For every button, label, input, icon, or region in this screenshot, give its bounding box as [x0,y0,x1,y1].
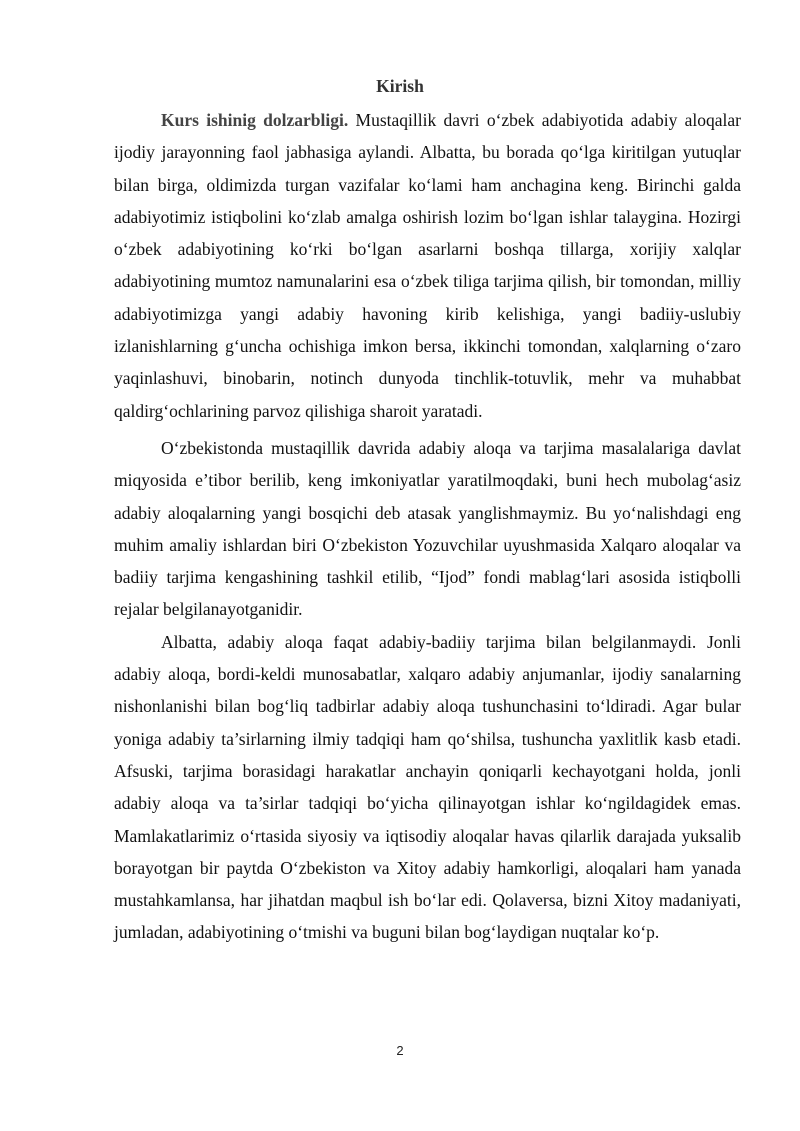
page-number: 2 [396,1043,404,1058]
paragraph-lead: Kurs ishinig dolzarbligi. [161,110,349,130]
paragraph-2: O‘zbekistonda mustaqillik davrida adabiy aloqa va tarjima masalalariga davlat miqyosida e’tibor berilib, keng imkoniyatlar yaratilmoqdaki, buni hech mubolag‘asiz adabiy aloqalarning yangi bosqichi deb atasak yanglishmaymiz. Bu yo‘nalishdagi eng muhim amaliy ishlardan biri O‘zbekiston Yozuvchilar uyushmasida Xalqaro aloqalar va badiiy tarjima kengashining tashkil etilib, “Ijod” fondi mablag‘lari asosida istiqbolli rejalar belgilanayotganidir. [114,437,741,620]
section-title: Kirish [376,76,424,96]
paragraph-1-text: Mustaqillik davri o‘zbek adabiyotida adabiy aloqalar ijodiy jarayonning faol jabhasiga aylandi. Albatta, bu borada qo‘lga kiritilgan yutuqlar bilan birga, oldimizda turgan vazifalar ko‘lami ham anchagina keng. Birinchi galda adabiyotimiz istiqbolini ko‘zlab amalga oshirish lozim bo‘lgan ishlar talaygina. Hozirgi o‘zbek adabiyotining ko‘rki bo‘lgan asarlarni boshqa tillarga, xorijiy xalqlar adabiyotining mumtoz namunalarini esa o‘zbek tiliga tarjima qilish, bir tomondan, milliy adabiyotimizga yangi adabiy havoning kirib kelishiga, yangi badiiy-uslubiy izlanishlarning g‘uncha ochishiga imkon bersa, ikkinchi tomondan, xalqlarning o‘zaro yaqinlashuvi, binobarin, notinch dunyoda tinchlik-totuvlik, mehr va muhabbat qaldirg‘ochlarining parvoz qilishiga sharoit yaratadi. [114,110,742,421]
body-text [114,104,741,949]
paragraph-3: Albatta, adabiy aloqa faqat adabiy-badiiy tarjima bilan belgilanmaydi. Jonli adabiy aloqa, bordi-keldi munosabatlar, xalqaro adabiy anjumanlar, ijodiy sanalarning nishonlanishi bilan bog‘liq tadbirlar adabiy aloqa tushunchasini to‘ldiradi. Agar bular yoniga adabiy ta’sirlarning ilmiy tadqiqi ham qo‘shilsa, tushuncha yaxlitlik kasb etadi. Afsuski, tarjima borasidagi harakatlar anchayin qoniqarli kechayotgani holda, jonli adabiy aloqa va ta’sirlar tadqiqi bo‘yicha qilinayotgan ishlar ko‘ngildagidek emas. Mamlakatlarimiz o‘rtasida siyosiy va iqtisodiy aloqalar havas qilarlik darajada yuksalib borayotgan bir paytda O‘zbekiston va Xitoy adabiy hamkorligi, aloqalari ham yanada mustahkamlansa, har jihatdan maqbul ish bo‘lar edi. Qolaversa, bizni Xitoy madaniyati, jumladan, adabiyotining o‘tmishi va buguni bilan bog‘laydigan nuqtalar ko‘p. [114,631,741,943]
paragraph-1 [114,104,741,427]
